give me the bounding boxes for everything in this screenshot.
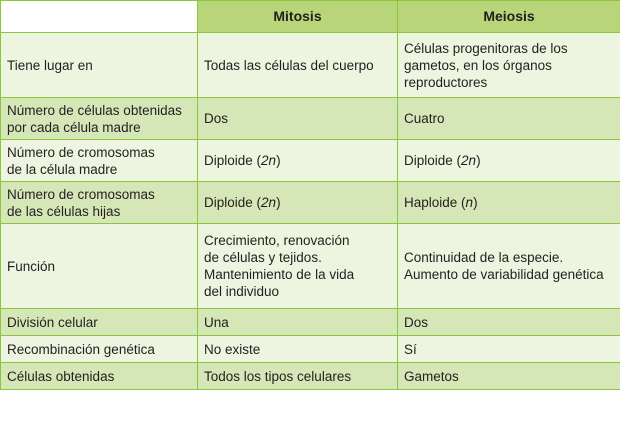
cell-meiosis-function: Continuidad de la especie. Aumento de variabilidad genética [398, 224, 620, 309]
row-label-mother-chromosomes: Número de cromosomas de la célula madre [1, 140, 198, 182]
cell-mitosis-division: Una [198, 309, 398, 336]
cell-meiosis-daughter-chromosomes [398, 182, 620, 224]
ploidy-symbol: 2n [461, 153, 477, 168]
cell-mitosis-location: Todas las células del cuerpo [198, 33, 398, 98]
ploidy-symbol: 2n [261, 195, 277, 210]
ploidy-symbol: 2n [261, 153, 277, 168]
ploidy-text: Diploide ( [204, 195, 262, 210]
cell-meiosis-location: Células progenitoras de los gametos, en los órganos reproductores [398, 33, 620, 98]
table-header-row [1, 1, 620, 33]
row-label-recombination: Recombinación genética [1, 336, 198, 363]
row-label-function: Función [1, 224, 198, 309]
table-row [1, 363, 620, 390]
table-row [1, 224, 620, 309]
header-meiosis: Meiosis [398, 1, 620, 33]
cell-mitosis-mother-chromosomes [198, 140, 398, 182]
row-label-cell-division: División celular [1, 309, 198, 336]
cell-mitosis-cells-obtained: Todos los tipos celulares [198, 363, 398, 390]
row-label-daughter-chromosomes: Número de cromosomas de las células hijas [1, 182, 198, 224]
cell-mitosis-recombination: No existe [198, 336, 398, 363]
cell-meiosis-cells-obtained: Gametos [398, 363, 620, 390]
ploidy-close: ) [276, 195, 281, 210]
row-label-location: Tiene lugar en [1, 33, 198, 98]
ploidy-close: ) [276, 153, 281, 168]
ploidy-symbol: n [465, 195, 474, 210]
ploidy-close: ) [476, 153, 481, 168]
ploidy-close: ) [473, 195, 478, 210]
cell-meiosis-division: Dos [398, 309, 620, 336]
cell-meiosis-recombination: Sí [398, 336, 620, 363]
ploidy-text: Diploide ( [204, 153, 262, 168]
table-row [1, 309, 620, 336]
table-row [1, 336, 620, 363]
cell-meiosis-mother-chromosomes [398, 140, 620, 182]
table-row [1, 182, 620, 224]
cell-mitosis-cells-count: Dos [198, 98, 398, 140]
cell-meiosis-cells-count: Cuatro [398, 98, 620, 140]
row-label-cells-obtained-count: Número de células obtenidas por cada célula madre [1, 98, 198, 140]
cell-mitosis-function: Crecimiento, renovación de células y tejidos. Mantenimiento de la vida del individuo [198, 224, 398, 309]
table-row [1, 140, 620, 182]
cell-mitosis-daughter-chromosomes [198, 182, 398, 224]
table-row [1, 33, 620, 98]
row-label-cells-obtained: Células obtenidas [1, 363, 198, 390]
header-empty-cell [1, 1, 198, 33]
table-row [1, 98, 620, 140]
ploidy-text: Diploide ( [404, 153, 462, 168]
header-mitosis: Mitosis [198, 1, 398, 33]
ploidy-text: Haploide ( [404, 195, 466, 210]
